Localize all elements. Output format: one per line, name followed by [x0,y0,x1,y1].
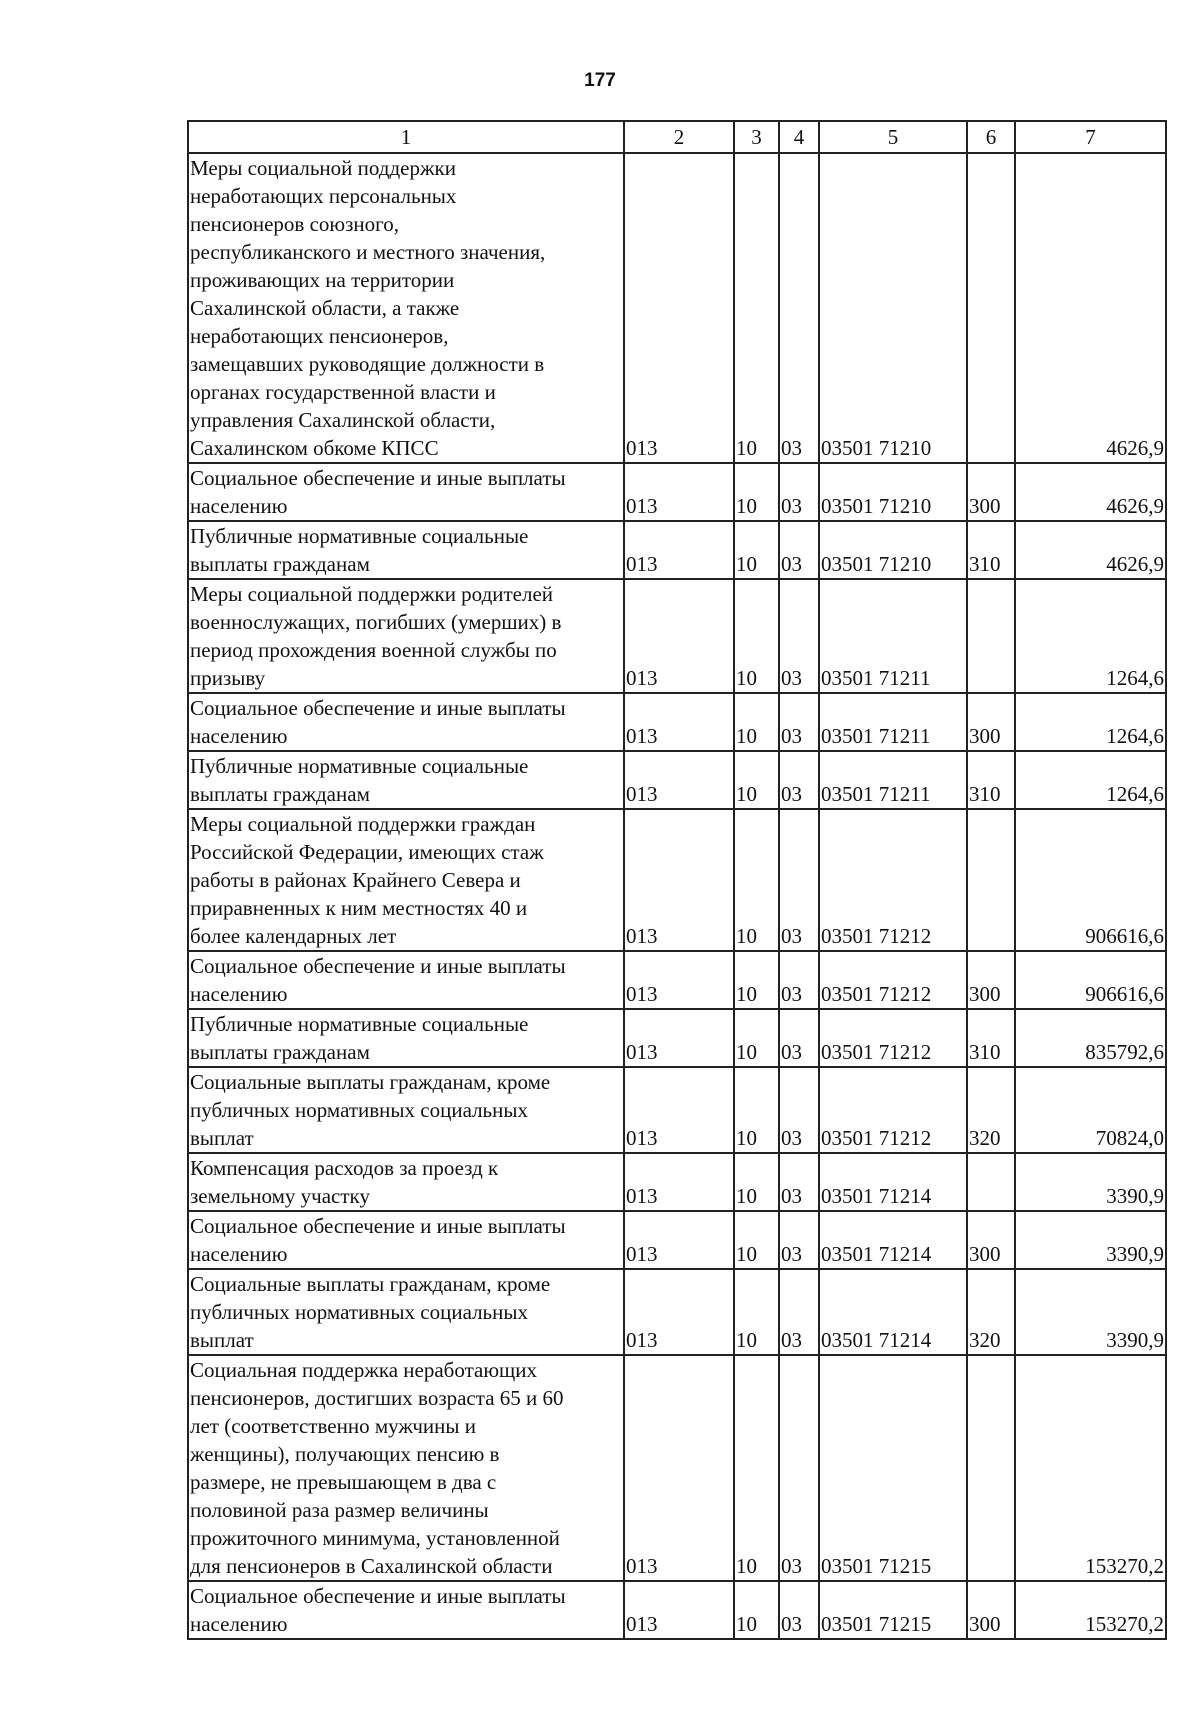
amount-cell: 70824,0 [1015,1067,1166,1153]
table-body [188,153,1166,1639]
target-article-cell: 03501 71214 [819,1153,967,1211]
item-name-line: Компенсация расходов за проезд к [190,1156,499,1180]
expense-type-cell [967,1355,1015,1581]
section-code-cell: 10 [734,1153,779,1211]
item-name-line: прожиточного минимума, установленной [190,1526,560,1550]
budget-table [187,120,1167,1640]
item-name-line: земельному участку [190,1184,370,1208]
header-row [188,121,1166,153]
item-name-cell [188,951,624,1009]
item-name-cell [188,809,624,951]
target-article-cell: 03501 71210 [819,521,967,579]
header-cell: 1 [188,121,624,153]
expense-type-cell: 310 [967,521,1015,579]
item-name-line: Публичные нормативные социальные [190,1012,529,1036]
subsection-code-cell: 03 [779,579,819,693]
target-article-cell: 03501 71212 [819,1009,967,1067]
item-name-line: Социальные выплаты гражданам, кроме [190,1272,551,1296]
item-name-line: более календарных лет [190,924,397,948]
table-row [188,751,1166,809]
target-article-cell: 03501 71212 [819,1067,967,1153]
subsection-code-cell: 03 [779,951,819,1009]
table-row [188,809,1166,951]
expense-type-cell: 300 [967,951,1015,1009]
header-cell: 7 [1015,121,1166,153]
section-code-cell: 10 [734,153,779,463]
section-code-cell: 10 [734,1581,779,1639]
table-row [188,1009,1166,1067]
item-name-line: публичных нормативных социальных [190,1098,528,1122]
subsection-code-cell: 03 [779,1581,819,1639]
target-article-cell: 03501 71211 [819,579,967,693]
target-article-cell: 03501 71210 [819,463,967,521]
subsection-code-cell: 03 [779,809,819,951]
target-article-cell: 03501 71212 [819,809,967,951]
amount-cell: 4626,9 [1015,521,1166,579]
subsection-code-cell: 03 [779,1355,819,1581]
item-name-cell [188,579,624,693]
item-name-line: замещавших руководящие должности в [190,352,545,376]
table-row [188,1355,1166,1581]
amount-cell: 1264,6 [1015,751,1166,809]
target-article-cell: 03501 71212 [819,951,967,1009]
target-article-cell: 03501 71215 [819,1581,967,1639]
expense-type-cell: 300 [967,1211,1015,1269]
admin-code-cell: 013 [624,809,734,951]
item-name-line: выплаты гражданам [190,552,370,576]
section-code-cell: 10 [734,951,779,1009]
item-name-line: размере, не превышающем в два с [190,1470,497,1494]
admin-code-cell: 013 [624,751,734,809]
amount-cell: 1264,6 [1015,579,1166,693]
subsection-code-cell: 03 [779,1009,819,1067]
item-name-line: военнослужащих, погибших (умерших) в [190,610,562,634]
item-name-line: лет (соответственно мужчины и [190,1414,476,1438]
table-row [188,1581,1166,1639]
expense-type-cell [967,809,1015,951]
section-code-cell: 10 [734,693,779,751]
item-name-line: населению [190,982,288,1006]
admin-code-cell: 013 [624,1067,734,1153]
section-code-cell: 10 [734,809,779,951]
item-name-line: населению [190,724,288,748]
header-cell: 5 [819,121,967,153]
item-name-line: Сахалинской области, а также [190,296,460,320]
amount-cell: 1264,6 [1015,693,1166,751]
subsection-code-cell: 03 [779,1211,819,1269]
item-name-cell [188,1355,624,1581]
subsection-code-cell: 03 [779,693,819,751]
section-code-cell: 10 [734,463,779,521]
item-name-cell [188,1153,624,1211]
admin-code-cell: 013 [624,951,734,1009]
table-row [188,579,1166,693]
item-name-line: работы в районах Крайнего Севера и [190,868,521,892]
item-name-line: Социальное обеспечение и иные выплаты [190,696,566,720]
item-name-line: Меры социальной поддержки родителей [190,582,554,606]
item-name-line: выплат [190,1328,254,1352]
admin-code-cell: 013 [624,153,734,463]
item-name-cell [188,1581,624,1639]
item-name-line: женщины), получающих пенсию в [190,1442,500,1466]
item-name-line: выплаты гражданам [190,782,370,806]
item-name-line: населению [190,1612,288,1636]
expense-type-cell [967,1153,1015,1211]
section-code-cell: 10 [734,751,779,809]
item-name-line: половиной раза размер величины [190,1498,489,1522]
item-name-cell [188,521,624,579]
table-row [188,153,1166,463]
item-name-line: Социальное обеспечение и иные выплаты [190,1584,566,1608]
item-name-cell [188,463,624,521]
subsection-code-cell: 03 [779,463,819,521]
item-name-line: публичных нормативных социальных [190,1300,528,1324]
item-name-line: период прохождения военной службы по [190,638,557,662]
target-article-cell: 03501 71210 [819,153,967,463]
section-code-cell: 10 [734,1009,779,1067]
item-name-cell [188,1067,624,1153]
item-name-line: Публичные нормативные социальные [190,524,529,548]
item-name-cell [188,153,624,463]
item-name-line: населению [190,1242,288,1266]
item-name-line: для пенсионеров в Сахалинской области [190,1554,553,1578]
item-name-line: населению [190,494,288,518]
header-cell: 2 [624,121,734,153]
item-name-line: Российской Федерации, имеющих стаж [190,840,544,864]
amount-cell: 153270,2 [1015,1581,1166,1639]
item-name-line: Социальное обеспечение и иные выплаты [190,954,566,978]
admin-code-cell: 013 [624,1009,734,1067]
amount-cell: 3390,9 [1015,1211,1166,1269]
item-name-line: приравненных к ним местностях 40 и [190,896,528,920]
expense-type-cell: 310 [967,751,1015,809]
table-row [188,521,1166,579]
item-name-line: Социальное обеспечение и иные выплаты [190,1214,566,1238]
amount-cell: 906616,6 [1015,809,1166,951]
expense-type-cell [967,153,1015,463]
table-row [188,1067,1166,1153]
item-name-line: Социальная поддержка неработающих [190,1358,537,1382]
expense-type-cell: 300 [967,463,1015,521]
table-row [188,1269,1166,1355]
section-code-cell: 10 [734,521,779,579]
item-name-line: Сахалинском обкоме КПСС [190,436,439,460]
item-name-line: пенсионеров союзного, [190,212,399,236]
section-code-cell: 10 [734,579,779,693]
subsection-code-cell: 03 [779,153,819,463]
expense-type-cell: 300 [967,1581,1015,1639]
admin-code-cell: 013 [624,693,734,751]
expense-type-cell: 310 [967,1009,1015,1067]
amount-cell: 906616,6 [1015,951,1166,1009]
header-cell: 4 [779,121,819,153]
item-name-line: Социальное обеспечение и иные выплаты [190,466,566,490]
section-code-cell: 10 [734,1067,779,1153]
admin-code-cell: 013 [624,463,734,521]
table-row [188,1211,1166,1269]
admin-code-cell: 013 [624,521,734,579]
item-name-line: органах государственной власти и [190,380,496,404]
subsection-code-cell: 03 [779,1067,819,1153]
amount-cell: 3390,9 [1015,1269,1166,1355]
item-name-cell [188,1269,624,1355]
target-article-cell: 03501 71214 [819,1269,967,1355]
item-name-line: Меры социальной поддержки [190,156,456,180]
table-row [188,1153,1166,1211]
item-name-line: Социальные выплаты гражданам, кроме [190,1070,551,1094]
subsection-code-cell: 03 [779,521,819,579]
target-article-cell: 03501 71214 [819,1211,967,1269]
admin-code-cell: 013 [624,1211,734,1269]
subsection-code-cell: 03 [779,751,819,809]
header-cell: 3 [734,121,779,153]
item-name-cell [188,693,624,751]
header-cell: 6 [967,121,1015,153]
amount-cell: 835792,6 [1015,1009,1166,1067]
item-name-line: Публичные нормативные социальные [190,754,529,778]
page-number: 177 [584,70,616,91]
item-name-line: выплаты гражданам [190,1040,370,1064]
target-article-cell: 03501 71211 [819,751,967,809]
section-code-cell: 10 [734,1269,779,1355]
admin-code-cell: 013 [624,1269,734,1355]
item-name-line: выплат [190,1126,254,1150]
item-name-cell [188,1211,624,1269]
item-name-line: проживающих на территории [190,268,455,292]
item-name-line: призыву [190,666,266,690]
item-name-line: Меры социальной поддержки граждан [190,812,536,836]
admin-code-cell: 013 [624,1153,734,1211]
amount-cell: 3390,9 [1015,1153,1166,1211]
amount-cell: 4626,9 [1015,463,1166,521]
admin-code-cell: 013 [624,1355,734,1581]
expense-type-cell: 300 [967,693,1015,751]
subsection-code-cell: 03 [779,1153,819,1211]
target-article-cell: 03501 71215 [819,1355,967,1581]
item-name-line: неработающих персональных [190,184,457,208]
amount-cell: 4626,9 [1015,153,1166,463]
item-name-cell [188,751,624,809]
target-article-cell: 03501 71211 [819,693,967,751]
subsection-code-cell: 03 [779,1269,819,1355]
expense-type-cell: 320 [967,1067,1015,1153]
expense-type-cell [967,579,1015,693]
section-code-cell: 10 [734,1355,779,1581]
table-row [188,463,1166,521]
item-name-line: управления Сахалинской области, [190,408,496,432]
admin-code-cell: 013 [624,1581,734,1639]
item-name-line: пенсионеров, достигших возраста 65 и 60 [190,1386,564,1410]
amount-cell: 153270,2 [1015,1355,1166,1581]
table-row [188,693,1166,751]
table-row [188,951,1166,1009]
item-name-line: республиканского и местного значения, [190,240,546,264]
item-name-cell [188,1009,624,1067]
admin-code-cell: 013 [624,579,734,693]
section-code-cell: 10 [734,1211,779,1269]
expense-type-cell: 320 [967,1269,1015,1355]
item-name-line: неработающих пенсионеров, [190,324,449,348]
